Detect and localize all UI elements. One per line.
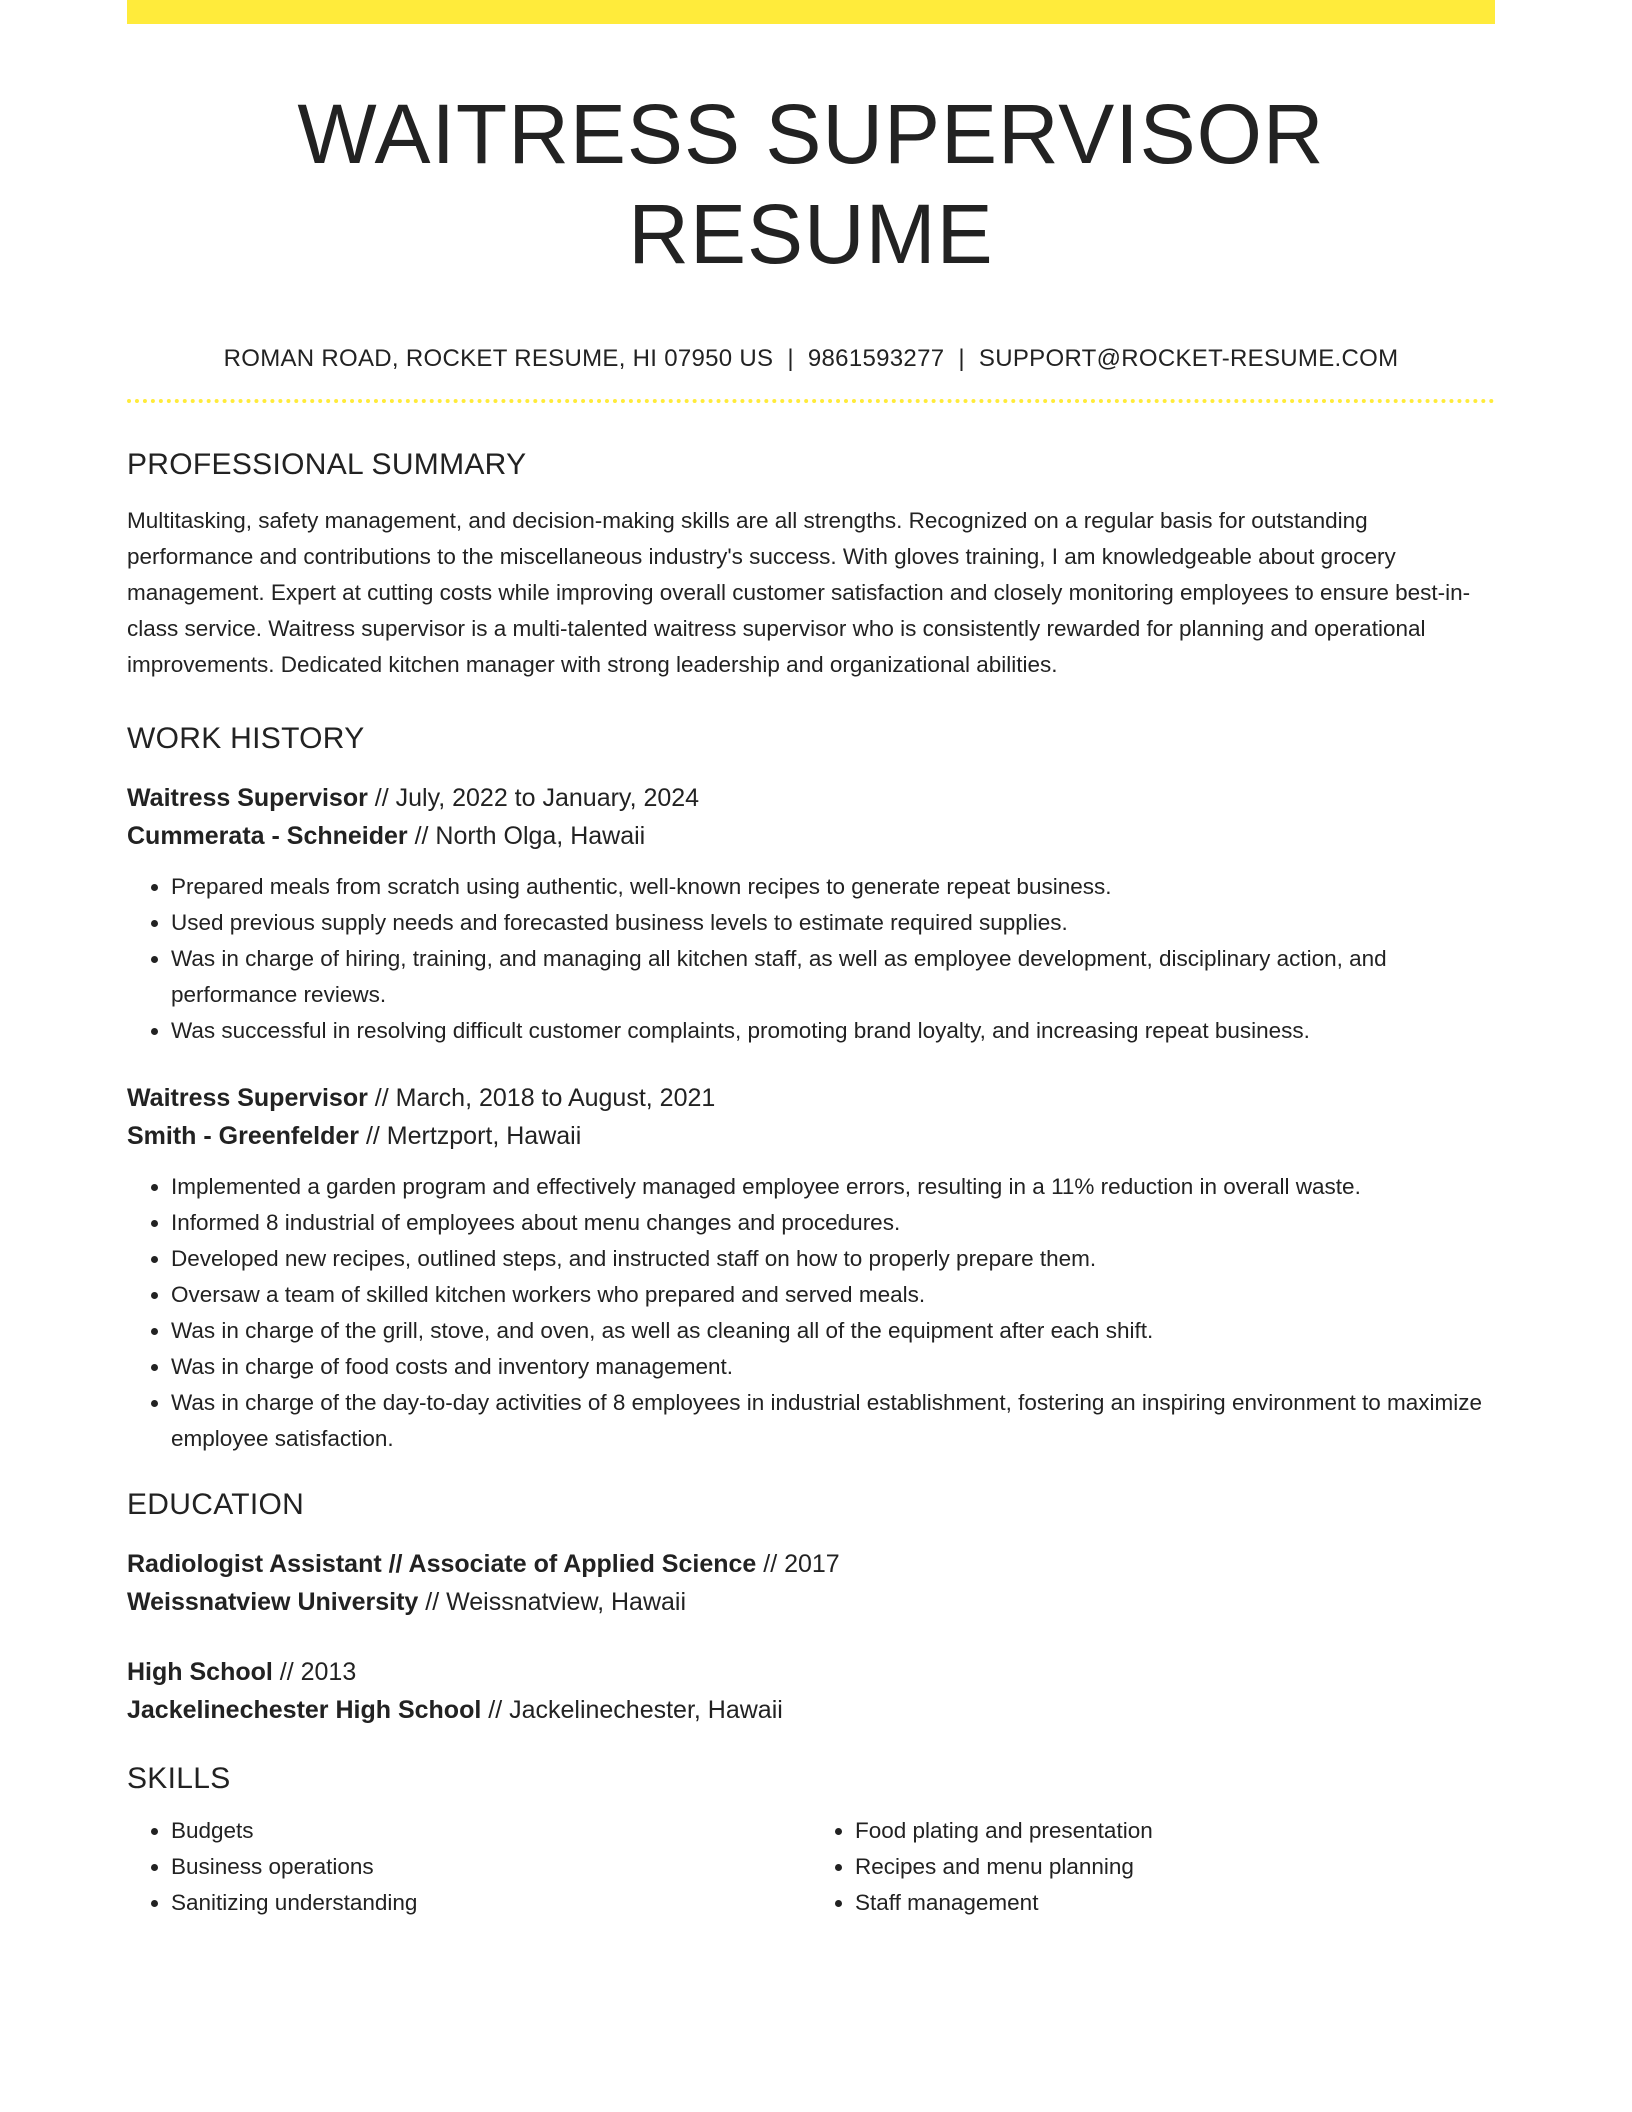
job-bullet: • Was in charge of food costs and inventory management. — [171, 1349, 1495, 1385]
job-company-line — [127, 817, 1495, 855]
contact-email: SUPPORT@ROCKET-RESUME.COM — [978, 345, 1399, 372]
job-role: Waitress Supervisor — [127, 784, 368, 812]
job-bullet: • Implemented a garden program and effectively managed employee errors, resulting in a 11% reduction in overall waste. — [171, 1169, 1495, 1205]
job-role-line — [127, 779, 1495, 817]
job-bullet: • Prepared meals from scratch using authentic, well-known recipes to generate repeat business. — [171, 869, 1495, 905]
resume-page — [127, 0, 1495, 1921]
job-company: Smith - Greenfelder — [127, 1122, 359, 1150]
job-dates: // July, 2022 to January, 2024 — [367, 784, 700, 812]
education-entry — [127, 1653, 1495, 1729]
skill-item: • Staff management — [855, 1885, 1495, 1921]
job-entry — [127, 1079, 1495, 1457]
education-degree: High School — [127, 1658, 273, 1686]
education-degree-line — [127, 1545, 1495, 1583]
skill-item: • Budgets — [171, 1813, 811, 1849]
contact-separator: | — [958, 345, 965, 372]
education-location: // Weissnatview, Hawaii — [418, 1588, 687, 1616]
job-dates: // March, 2018 to August, 2021 — [367, 1084, 716, 1112]
top-accent-bar — [127, 0, 1495, 24]
skill-item: • Sanitizing understanding — [171, 1885, 811, 1921]
section-title-summary: PROFESSIONAL SUMMARY — [127, 448, 527, 481]
skill-item: • Recipes and menu planning — [855, 1849, 1495, 1885]
education-degree: Radiologist Assistant // Associate of Applied Science — [127, 1550, 757, 1578]
section-title-work-history: WORK HISTORY — [127, 722, 365, 755]
job-bullet: • Was successful in resolving difficult customer complaints, promoting brand loyalty, and increasing repeat business. — [171, 1013, 1495, 1049]
education-school: Weissnatview University — [127, 1588, 419, 1616]
contact-phone: 9861593277 — [807, 345, 945, 372]
contact-line — [127, 344, 1495, 374]
job-company-line — [127, 1117, 1495, 1155]
job-bullet: • Was in charge of hiring, training, and managing all kitchen staff, as well as employee development, disciplinary action, and performance reviews. — [171, 941, 1495, 1013]
section-title-skills: SKILLS — [127, 1762, 231, 1795]
job-bullet: • Used previous supply needs and forecasted business levels to estimate required supplies. — [171, 905, 1495, 941]
header-divider — [127, 399, 1495, 403]
job-role: Waitress Supervisor — [127, 1084, 368, 1112]
education-school: Jackelinechester High School — [127, 1696, 482, 1724]
education-location: // Jackelinechester, Hawaii — [481, 1696, 783, 1724]
education-year: // 2013 — [272, 1658, 357, 1686]
job-bullets — [127, 1169, 1495, 1457]
job-bullets — [127, 869, 1495, 1049]
job-bullet: • Was in charge of the day-to-day activities of 8 employees in industrial establishment, fostering an inspiring environment to maximize employee satisfaction. — [171, 1385, 1495, 1457]
job-bullet: • Was in charge of the grill, stove, and oven, as well as cleaning all of the equipment after each shift. — [171, 1313, 1495, 1349]
job-role-line — [127, 1079, 1495, 1117]
skill-item: • Food plating and presentation — [855, 1813, 1495, 1849]
job-entry — [127, 779, 1495, 1049]
education-entry — [127, 1545, 1495, 1621]
contact-separator: | — [787, 345, 794, 372]
job-company: Cummerata - Schneider — [127, 822, 408, 850]
job-location: // Mertzport, Hawaii — [359, 1122, 582, 1150]
job-bullet: • Developed new recipes, outlined steps, and instructed staff on how to properly prepare them. — [171, 1241, 1495, 1277]
job-bullet: • Informed 8 industrial of employees about menu changes and procedures. — [171, 1205, 1495, 1241]
skills-grid — [127, 1813, 1495, 1921]
resume-title: WAITRESS SUPERVISOR RESUME — [297, 87, 1325, 281]
summary-text: Multitasking, safety management, and decision-making skills are all strengths. Recognized on a regular basis for outstanding performance and contributions to the miscellaneous industry's success. With gloves training, I am knowledgeable about grocery management. Expert at cutting costs while improving overall customer satisfaction and closely monitoring employees to ensure best-in-class service. Waitress supervisor is a multi-talented waitress supervisor who is consistently rewarded for planning and operational improvements. Dedicated kitchen manager with strong leadership and organizational abilities. — [127, 508, 1471, 677]
skill-item: • Business operations — [171, 1849, 811, 1885]
job-location: // North Olga, Hawaii — [407, 822, 646, 850]
skills-column-right — [811, 1813, 1495, 1921]
education-school-line — [127, 1691, 1495, 1729]
contact-address: ROMAN ROAD, ROCKET RESUME, HI 07950 US — [223, 345, 774, 372]
education-school-line — [127, 1583, 1495, 1621]
skills-column-left — [127, 1813, 811, 1921]
section-title-education: EDUCATION — [127, 1488, 305, 1521]
job-bullet: • Oversaw a team of skilled kitchen workers who prepared and served meals. — [171, 1277, 1495, 1313]
education-year: // 2017 — [756, 1550, 840, 1578]
education-degree-line — [127, 1653, 1495, 1691]
